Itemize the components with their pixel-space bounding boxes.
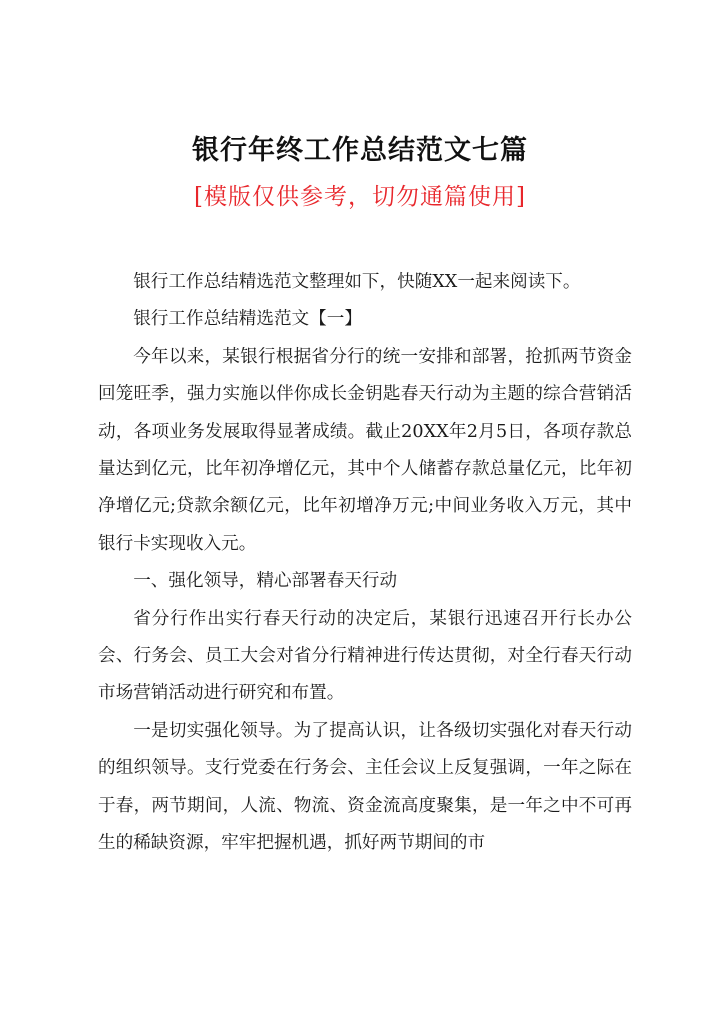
paragraph-leadership: 一是切实强化领导。为了提高认识，让各级切实强化对春天行动的组织领导。支行党委在行务会、主任会议上反复强调，一年之际在于春，两节期间，人流、物流、资金流高度聚集，是一年之中不可再生的稀缺资源，牢牢把握机遇，抓好两节期间的市: [98, 720, 632, 854]
document-body: [98, 264, 632, 863]
paragraph-overview: 今年以来，某银行根据省分行的统一安排和部署，抢抓两节资金回笼旺季，强力实施以伴你成长金钥匙春天行动为主题的综合营销活动，各项业务发展取得显著成绩。截止20XX年2月5日，各项存款总量达到亿元，比年初净增亿元，其中个人储蓄存款总量亿元，比年初净增亿元;贷款余额亿元，比年初增净万元;中间业务收入万元，其中银行卡实现收入元。: [98, 346, 632, 554]
document-title: 银行年终工作总结范文七篇: [192, 135, 528, 166]
paragraph-intro: 银行工作总结精选范文整理如下，快随XX一起来阅读下。: [133, 272, 581, 292]
paragraph-subheading: 一、强化领导，精心部署春天行动: [133, 571, 398, 592]
paragraph-deployment: 省分行作出实行春天行动的决定后，某银行迅速召开行长办公会、行务会、员工大会对省分行精神进行传达贯彻，对全行春天行动市场营销活动进行研究和布置。: [98, 608, 632, 704]
paragraph-section-heading: 银行工作总结精选范文【一】: [133, 309, 362, 330]
document-subtitle: [模版仅供参考，切勿通篇使用]: [194, 184, 526, 210]
